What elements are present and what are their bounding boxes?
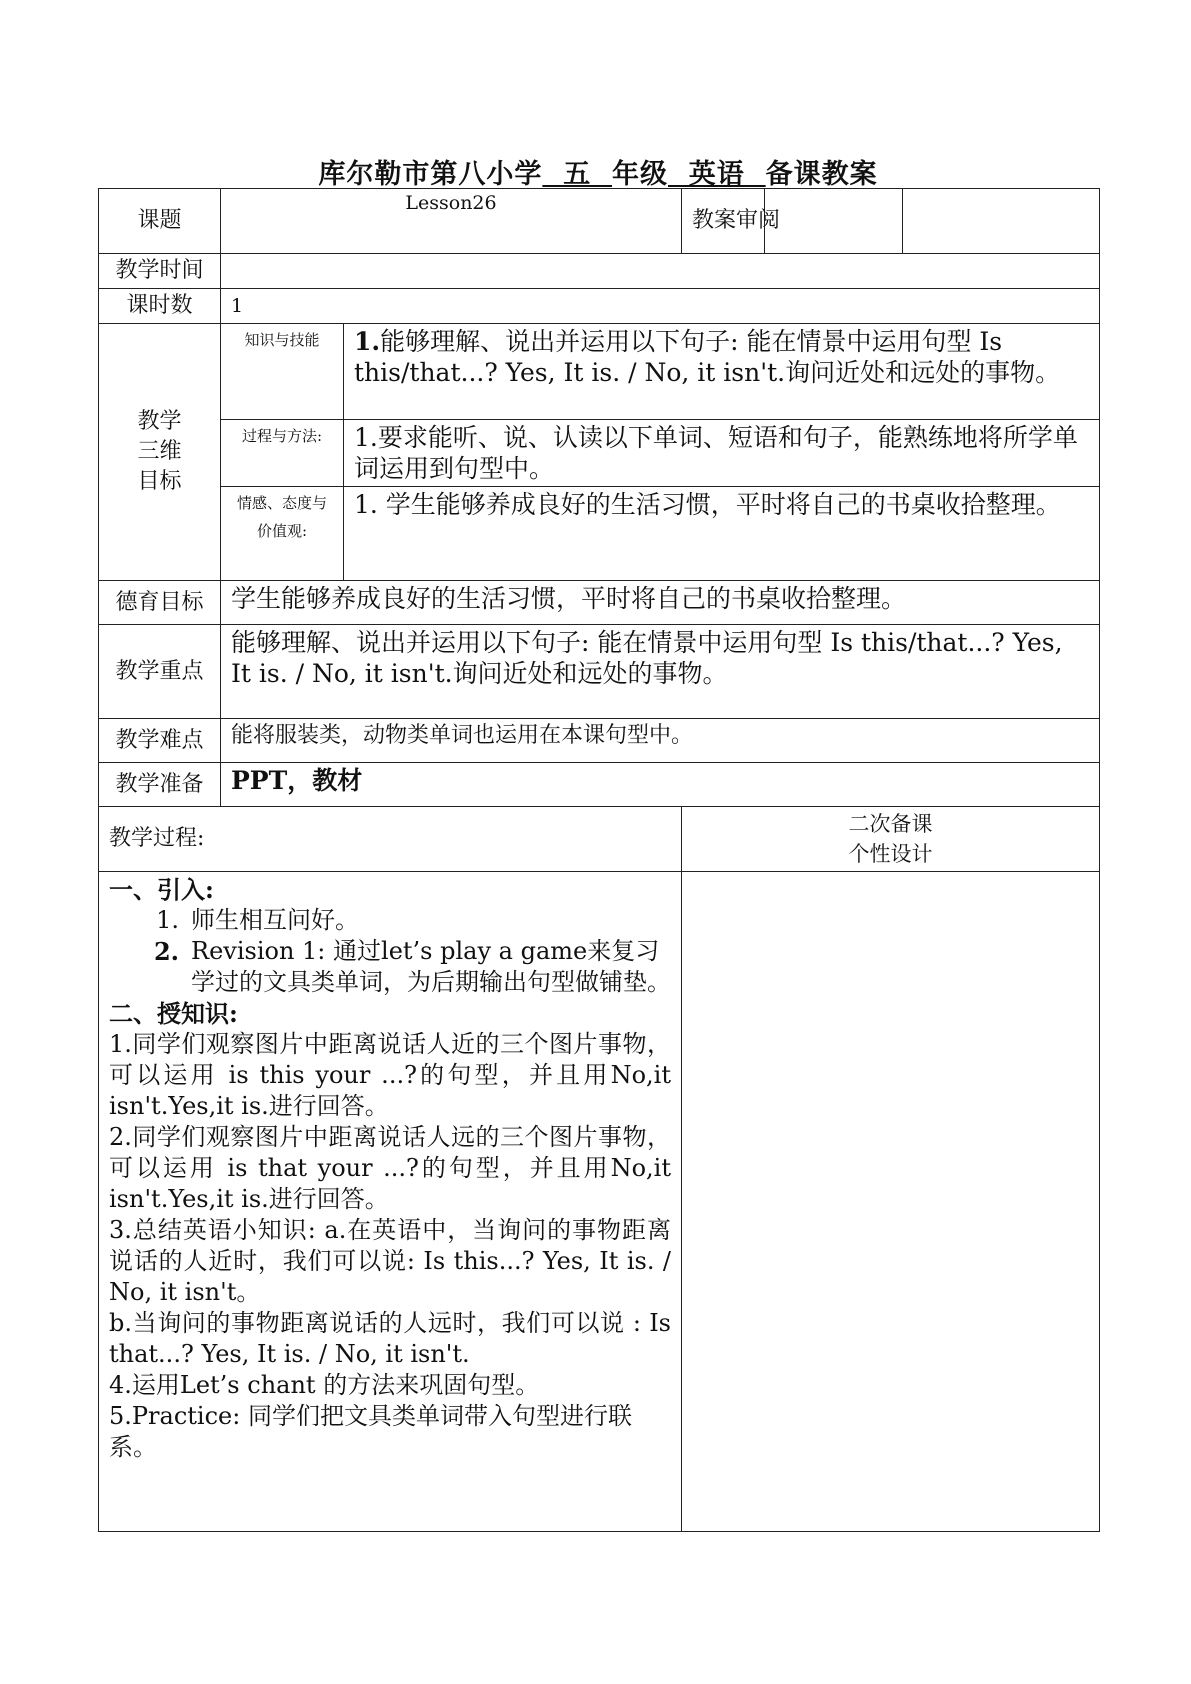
intro-item-1-num: 1.	[156, 906, 179, 934]
prep-text-1: PPT，	[231, 766, 313, 795]
side-header-line-1: 二次备课	[848, 812, 933, 836]
title-grade: 五	[542, 159, 612, 190]
intro-item-1	[109, 905, 671, 936]
document-title	[98, 152, 1098, 191]
time-label: 教学时间	[99, 254, 221, 289]
row-emotion	[99, 487, 1100, 581]
row-time	[99, 254, 1100, 289]
row-process-header	[99, 807, 1100, 872]
row-difficulty	[99, 719, 1100, 763]
topic-value: Lesson26	[221, 189, 682, 254]
knowledge-num: 1.	[354, 327, 381, 356]
teach-paragraph-2: 2.同学们观察图片中距离说话人远的三个图片事物，可以运用 is that your ...?的句型，并且用No,it isn't.Yes,it is.进行回答。	[109, 1123, 671, 1213]
title-doc-type: 备课教案	[765, 159, 878, 190]
difficulty-text: 能将服装类，动物类单词也运用在本课句型中。	[221, 719, 1100, 763]
title-grade-suffix: 年级	[612, 159, 668, 190]
intro-item-2-num: 2.	[153, 937, 179, 966]
knowledge-body: 能够理解、说出并运用以下句子: 能在情景中运用句型 Is this/that...? Yes, It is. / No, it isn't.询问近处和远处的事物。	[354, 327, 1061, 387]
emotion-label: 情感、态度与价值观:	[221, 487, 344, 581]
knowledge-text	[344, 324, 1100, 420]
knowledge-label: 知识与技能	[221, 324, 344, 420]
process-header: 教学过程:	[99, 807, 682, 872]
prep-label: 教学准备	[99, 763, 221, 807]
hours-label: 课时数	[99, 289, 221, 324]
row-topic	[99, 189, 1100, 254]
teach-paragraph-3: 3.总结英语小知识: a.在英语中，当询问的事物距离说话的人近时，我们可以说: Is this...? Yes, It is. / No, it isn't。	[109, 1216, 671, 1306]
lesson-plan-table	[98, 188, 1100, 1532]
goals-label-line-3: 目标	[137, 469, 182, 494]
row-procedure	[99, 872, 1100, 1532]
section-teach-heading: 二、授知识:	[109, 999, 238, 1028]
teach-paragraph-1: 1.同学们观察图片中距离说话人近的三个图片事物，可以运用 is this your ...?的句型，并且用No,it isn't.Yes,it is.进行回答。	[109, 1030, 671, 1120]
intro-item-2-text: Revision 1: 通过let’s play a game来复习学过的文具类单词，为后期输出句型做铺垫。	[191, 937, 671, 996]
intro-item-2	[109, 936, 671, 998]
goals-label	[99, 324, 221, 581]
prep-text-2: 教材	[312, 766, 363, 795]
side-header	[682, 807, 1100, 872]
focus-label: 教学重点	[99, 625, 221, 719]
difficulty-label: 教学难点	[99, 719, 221, 763]
review-cell-1	[765, 189, 903, 254]
row-moral	[99, 581, 1100, 625]
teach-paragraph-6: 5.Practice: 同学们把文具类单词带入句型进行联系。	[109, 1402, 632, 1461]
time-value	[221, 254, 1100, 289]
row-focus	[99, 625, 1100, 719]
process-text: 1.要求能听、说、认读以下单词、短语和句子，能熟练地将所学单词运用到句型中。	[344, 420, 1100, 487]
goals-label-line-1: 教学	[137, 409, 182, 434]
teach-paragraph-4: b.当询问的事物距离说话的人远时，我们可以说 : Is that...? Yes, It is. / No, it isn't.	[109, 1309, 671, 1368]
row-prep	[99, 763, 1100, 807]
prep-text	[221, 763, 1100, 807]
topic-label: 课题	[99, 189, 221, 254]
procedure-cell	[99, 872, 682, 1532]
moral-text: 学生能够养成良好的生活习惯，平时将自己的书桌收拾整理。	[221, 581, 1100, 625]
process-label: 过程与方法:	[221, 420, 344, 487]
row-process-method	[99, 420, 1100, 487]
side-header-line-2: 个性设计	[848, 842, 933, 866]
review-cell-2	[903, 189, 1100, 254]
emotion-text: 1. 学生能够养成良好的生活习惯，平时将自己的书桌收拾整理。	[344, 487, 1100, 581]
hours-value: 1	[221, 289, 1100, 324]
goals-label-line-2: 三维	[137, 439, 182, 464]
personal-design-cell	[682, 872, 1100, 1532]
teach-paragraph-5: 4.运用Let’s chant 的方法来巩固句型。	[109, 1371, 540, 1399]
section-intro-heading: 一、引入:	[109, 875, 214, 904]
title-school: 库尔勒市第八小学	[318, 159, 543, 190]
review-label: 教案审阅	[682, 189, 765, 254]
intro-item-1-text: 师生相互问好。	[191, 906, 359, 934]
row-knowledge	[99, 324, 1100, 420]
row-hours	[99, 289, 1100, 324]
title-subject: 英语	[668, 159, 766, 190]
moral-label: 德育目标	[99, 581, 221, 625]
focus-text: 能够理解、说出并运用以下句子: 能在情景中运用句型 Is this/that...? Yes, It is. / No, it isn't.询问近处和远处的事物。	[221, 625, 1100, 719]
